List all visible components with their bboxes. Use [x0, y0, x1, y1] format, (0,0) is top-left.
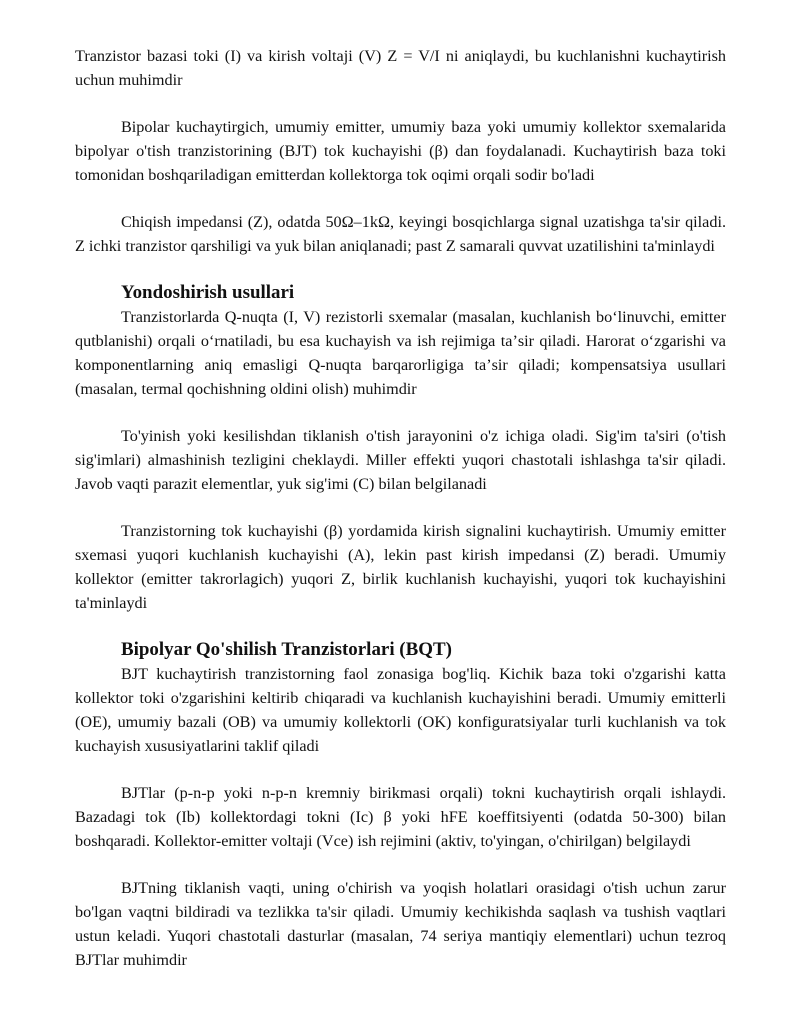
paragraph-bjt-operation: BJTlar (p-n-p yoki n-p-n kremniy birikmasi orqali) tokni kuchaytirish orqali ishlaydi. Bazadagi tok (Ib) kollektordagi tokni (Ic) β yoki hFE koeffitsiyenti (odatda 50-300) bilan boshqaradi. Kollektor-emitter voltaji (Vce) ish rejimini (aktiv, to'yingan, o'chirilgan) belgilaydi [75, 784, 726, 850]
paragraph-bipolar-amplifier: Bipolar kuchaytirgich, umumiy emitter, umumiy baza yoki umumiy kollektor sxemalarida bipolyar o'tish tranzistorining (BJT) tok kuchayishi (β) dan foydalanadi. Kuchaytirish baza toki tomonidan boshqariladigan emitterdan kollektorga tok oqimi orqali sodir bo'ladi [75, 118, 726, 184]
paragraph-saturation-recovery: To'yinish yoki kesilishdan tiklanish o'tish jarayonini o'z ichiga oladi. Sig'im ta'siri (o'tish sig'imlari) almashinish tezligini cheklaydi. Miller effekti yuqori chastotali ishlashga ta'sir qiladi. Javob vaqti parazit elementlar, yuk sig'imi (C) bilan belgilanadi [75, 427, 726, 493]
section-heading-biasing: Yondoshirish usullari [121, 282, 295, 303]
document-page [75, 44, 726, 972]
paragraph-intro: Tranzistor bazasi toki (I) va kirish voltaji (V) Z = V/I ni aniqlaydi, bu kuchlanishni kuchaytirish uchun muhimdir [75, 47, 726, 89]
paragraph-bjt-active-zone: BJT kuchaytirish tranzistorning faol zonasiga bog'liq. Kichik baza toki o'zgarishi katta kollektor toki o'zgarishini keltirib chiqaradi va kuchlanish kuchayishini beradi. Umumiy emitterli (OE), umumiy bazali (OB) va umumiy kollektorli (OK) konfiguratsiyalar turli kuchlanish va tok kuchayish xususiyatlarini taklif qiladi [75, 665, 726, 755]
paragraph-current-gain: Tranzistorning tok kuchayishi (β) yordamida kirish signalini kuchaytirish. Umumiy emitter sxemasi yuqori kuchlanish kuchayishi (A), lekin past kirish impedansi (Z) beradi. Umumiy kollektor (emitter takrorlagich) yuqori Z, birlik kuchlanish kuchayishi, yuqori tok kuchayishini ta'minlaydi [75, 522, 726, 612]
paragraph-bjt-recovery-time: BJTning tiklanish vaqti, uning o'chirish va yoqish holatlari orasidagi o'tish uchun zarur bo'lgan vaqtni bildiradi va tezlikka ta'sir qiladi. Umumiy kechikishda saqlash va tushish vaqtlari ustun keladi. Yuqori chastotali dasturlar (masalan, 74 seriya mantiqiy elementlari) uchun tezroq BJTlar muhimdir [75, 879, 726, 969]
paragraph-q-point: Tranzistorlarda Q-nuqta (I, V) rezistorli sxemalar (masalan, kuchlanish boʻlinuvchi, emitter qutblanishi) orqali oʻrnatiladi, bu esa kuchayish va ish rejimiga taʼsir qiladi. Harorat oʻzgarishi va komponentlarning aniq emasligi Q-nuqta barqarorligiga taʼsir qiladi; kompensatsiya usullari (masalan, termal qochishning oldini olish) muhimdir [75, 308, 726, 398]
paragraph-output-impedance: Chiqish impedansi (Z), odatda 50Ω–1kΩ, keyingi bosqichlarga signal uzatishga ta'sir qiladi. Z ichki tranzistor qarshiligi va yuk bilan aniqlanadi; past Z samarali quvvat uzatilishini ta'minlaydi [75, 213, 726, 255]
section-heading-bjt: Bipolyar Qo'shilish Tranzistorlari (BQT) [121, 639, 452, 660]
